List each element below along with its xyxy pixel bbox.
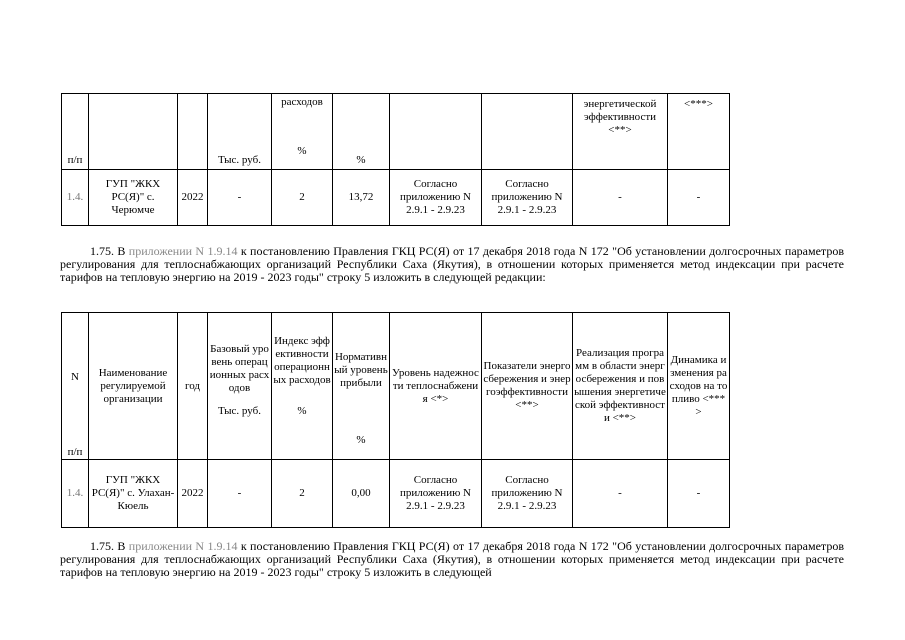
table1-header-reliability [390,94,482,170]
table2-header-profit [333,313,390,460]
table2-header-energy: Показатели энергосбережения и энергоэффективности <**> [482,313,573,460]
table2-header-org: Наименование регулируемой организации [89,313,178,460]
row-number: 1.4. [62,460,89,528]
paragraph-2-link[interactable]: приложении N 1.9.14 [128,539,238,553]
table2-header-num [62,313,89,460]
table-1-header-row [62,94,730,170]
organization-name: ГУП "ЖКХ РС(Я)" с. Черюмче [89,170,178,226]
profit-level-cell: 13,72 [333,170,390,226]
fuel-dynamics-cell: - [668,460,730,528]
table-row [62,460,730,528]
table2-unit-index: % [297,405,307,417]
table1-header-index [272,94,333,170]
paragraph-1 [60,245,844,284]
table1-header-dynamics: <***> [668,94,730,170]
table-2 [61,312,730,528]
table2-header-dynamics: Динамика изменения расходов на топливо <***> [668,313,730,460]
table2-unit-base: Тыс. руб. [217,405,261,417]
table2-header-base-label: Базовый уровень операционных расходов [209,343,270,394]
paragraph-2-text: к постановлению Правления ГКЦ РС(Я) от 17 декабря 2018 года N 172 "Об установлении долгосрочных параметров регулирования для теплоснабжающих организаций Республики Саха (Якутия), в отношении которых применяется метод индексации при расчете тарифов на тепловую энергию на 2019 - 2023 годы" строку 5 изложить в следующей [60,539,844,579]
year-cell: 2022 [178,170,208,226]
reliability-cell: Согласно приложению N 2.9.1 - 2.9.23 [390,170,482,226]
table1-header-index-top: расходов [281,96,323,108]
table1-unit-num: п/п [62,94,89,170]
base-expenses-cell: - [208,170,272,226]
reliability-cell: Согласно приложению N 2.9.1 - 2.9.23 [390,460,482,528]
programs-cell: - [573,170,668,226]
paragraph-2 [60,540,844,579]
paragraph-1-text: к постановлению Правления ГКЦ РС(Я) от 17 декабря 2018 года N 172 "Об установлении долгосрочных параметров регулирования для теплоснабжающих организаций Республики Саха (Якутия), в отношении которых применяется метод индексации при расчете тарифов на тепловую энергию на 2019 - 2023 годы" строку 5 изложить в следующей редакции: [60,244,844,284]
table2-header-profit-label: Нормативный уровень прибыли [334,351,388,389]
table2-header-year: год [178,313,208,460]
table-1 [61,93,730,226]
programs-cell: - [573,460,668,528]
table2-header-reliability: Уровень надежности теплоснабжения <*> [390,313,482,460]
fuel-dynamics-cell: - [668,170,730,226]
profit-level-cell: 0,00 [333,460,390,528]
table1-unit-index: % [297,145,307,157]
table2-header-index-label: Индекс эффективности операционных расходов [273,335,331,386]
table2-header-index [272,313,333,460]
table2-header-num-label: N [71,371,79,383]
table-row [62,170,730,226]
organization-name: ГУП "ЖКХ РС(Я)" с. Улахан-Кюель [89,460,178,528]
table1-header-energy [482,94,573,170]
table2-unit-num: п/п [67,446,83,458]
paragraph-2-prefix: 1.75. В [90,539,129,553]
table2-header-base [208,313,272,460]
table2-unit-profit: % [356,434,366,446]
table1-header-programs: энергетической эффективности <**> [573,94,668,170]
efficiency-index-cell: 2 [272,460,333,528]
table1-unit-profit: % [333,94,390,170]
paragraph-1-link[interactable]: приложении N 1.9.14 [128,244,238,258]
energy-saving-cell: Согласно приложению N 2.9.1 - 2.9.23 [482,170,573,226]
year-cell: 2022 [178,460,208,528]
table1-header-org [89,94,178,170]
table1-unit-base: Тыс. руб. [208,94,272,170]
table-2-header-row [62,313,730,460]
table2-header-programs: Реализация программ в области энергосбережения и повышения энергетической эффективности <**> [573,313,668,460]
energy-saving-cell: Согласно приложению N 2.9.1 - 2.9.23 [482,460,573,528]
row-number: 1.4. [62,170,89,226]
base-expenses-cell: - [208,460,272,528]
efficiency-index-cell: 2 [272,170,333,226]
table1-header-year [178,94,208,170]
paragraph-1-prefix: 1.75. В [90,244,129,258]
